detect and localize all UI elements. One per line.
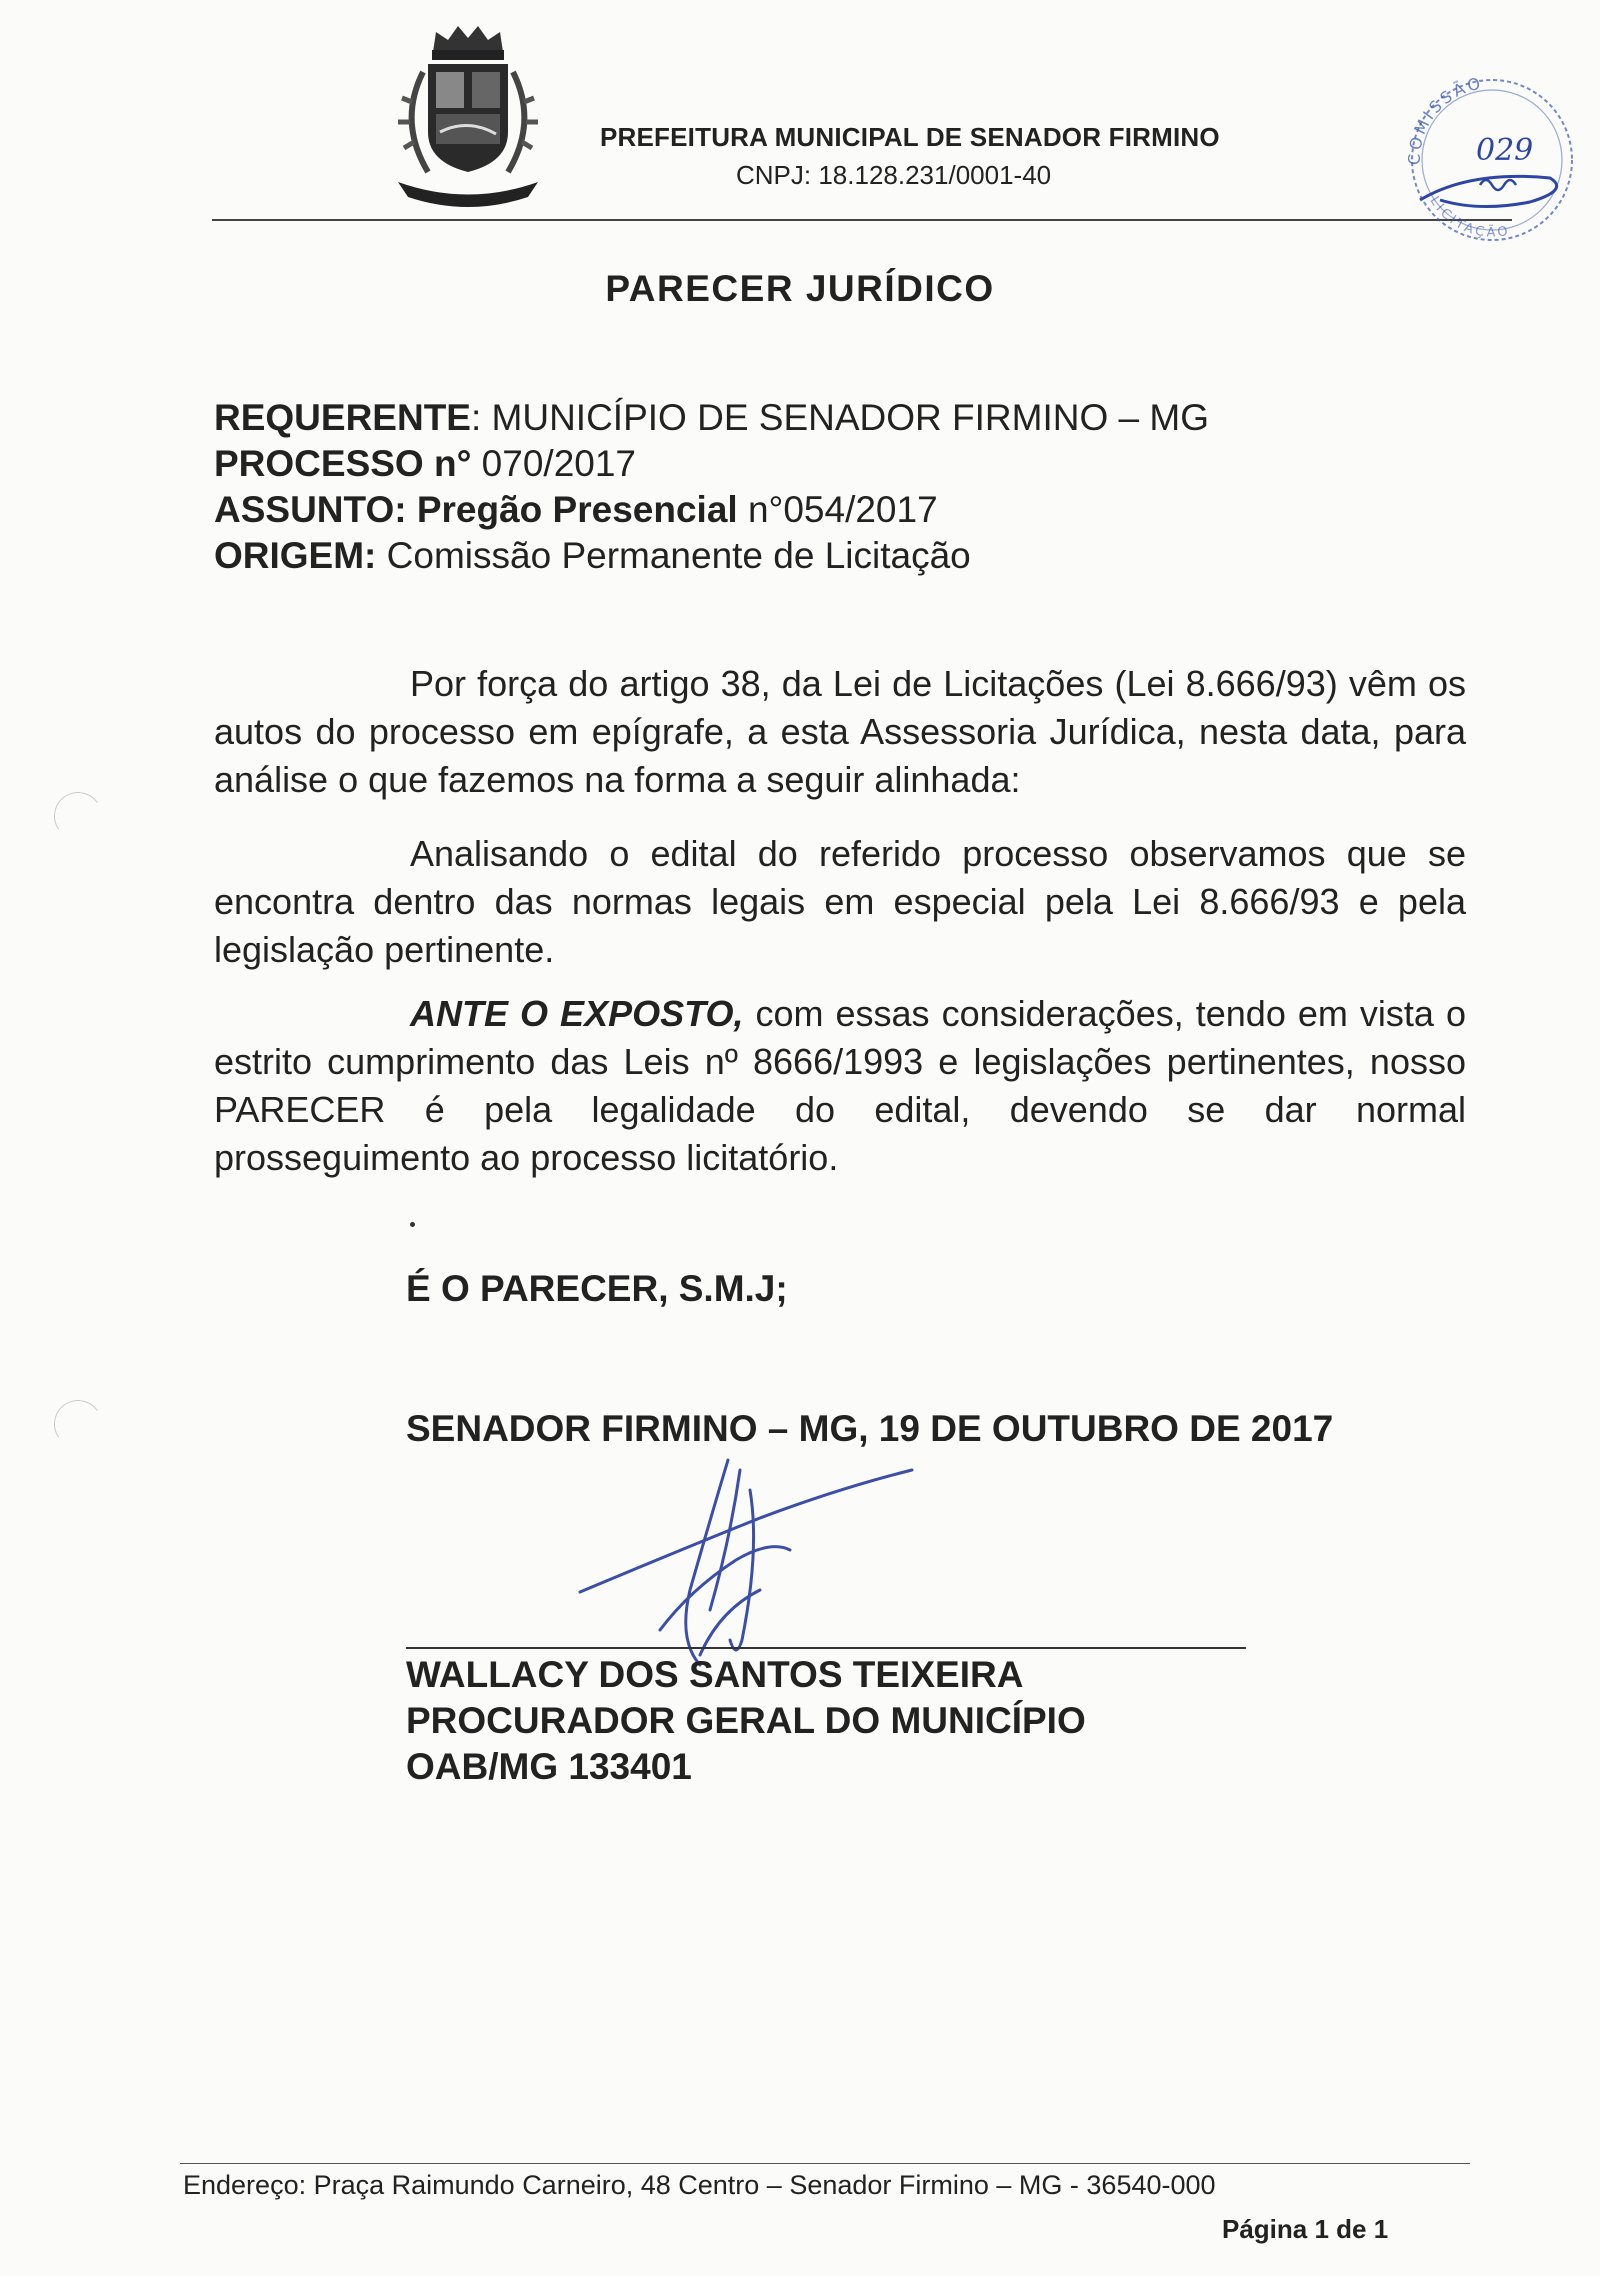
footer-address: Endereço: Praça Raimundo Carneiro, 48 Centro – Senador Firmino – MG - 36540-000 (183, 2170, 1216, 2200)
handwritten-signature (560, 1440, 940, 1680)
assunto-bold: Pregão Presencial (406, 489, 738, 530)
processo-value: 070/2017 (471, 443, 637, 484)
signer-name: WALLACY DOS SANTOS TEIXEIRA (406, 1654, 1024, 1695)
punch-hole-mark (50, 1396, 106, 1452)
header-divider (212, 219, 1512, 221)
paragraph-3-text: com essas considerações, tendo em vista o estrito cumprimento das Leis nº 8666/1993 e legislações pertinentes, nosso PARECER é pela legalidade do edital, devendo se dar normal prosseguimento ao processo licitatório. (214, 993, 1466, 1178)
signer-block (406, 1652, 1086, 1790)
process-metadata (214, 395, 1209, 579)
requerente-value: : MUNICÍPIO DE SENADOR FIRMINO – MG (470, 397, 1209, 438)
stamp-number: 029 (1476, 133, 1534, 168)
signer-role: PROCURADOR GERAL DO MUNICÍPIO (406, 1700, 1086, 1741)
header-cnpj: CNPJ: 18.128.231/0001-40 (736, 160, 1052, 190)
page-number: Página 1 de 1 (1222, 2214, 1389, 2244)
body-paragraph-2 (214, 830, 1466, 974)
requerente-label: REQUERENTE (214, 397, 471, 438)
stamp-top-text: COMISSÃO (1404, 73, 1485, 166)
svg-text:LICITAÇÃO (1426, 194, 1511, 241)
body-paragraph-1 (214, 660, 1466, 804)
stray-dot (410, 1222, 415, 1227)
body-paragraph-3 (214, 990, 1466, 1182)
footer-divider (180, 2163, 1470, 2164)
paragraph-2-text: Analisando o edital do referido processo observamos que se encontra dentro das normas legais em especial pela Lei 8.666/93 e pela legislação pertinente. (214, 833, 1466, 970)
meta-requerente (214, 395, 1209, 441)
meta-origem (214, 533, 1209, 579)
signer-oab: OAB/MG 133401 (406, 1746, 692, 1787)
processo-label: PROCESSO n° (214, 443, 472, 484)
svg-text:COMISSÃO (1405, 73, 1485, 165)
header-title: PREFEITURA MUNICIPAL DE SENADOR FIRMINO (600, 122, 1220, 152)
meta-assunto (214, 487, 1209, 533)
punch-hole-mark (50, 788, 106, 844)
commission-stamp (1380, 60, 1600, 250)
stamp-bottom-text: LICITAÇÃO (1426, 193, 1512, 241)
paragraph-3-lead: ANTE O EXPOSTO, (410, 993, 744, 1034)
municipal-coat-of-arms-icon (388, 22, 548, 212)
place-and-date: SENADOR FIRMINO – MG, 19 DE OUTUBRO DE 2017 (406, 1408, 1334, 1449)
assunto-label: ASSUNTO: (214, 489, 407, 530)
closing-statement: É O PARECER, S.M.J; (406, 1268, 788, 1309)
origem-value: Comissão Permanente de Licitação (376, 535, 971, 576)
meta-processo (214, 441, 1209, 487)
assunto-value: n°054/2017 (737, 489, 938, 530)
signature-line (406, 1647, 1246, 1649)
page-title: PARECER JURÍDICO (605, 268, 995, 309)
paragraph-1-text: Por força do artigo 38, da Lei de Licitações (Lei 8.666/93) vêm os autos do processo em epígrafe, a esta Assessoria Jurídica, nesta data, para análise o que fazemos na forma a seguir alinhada: (214, 663, 1466, 800)
origem-label: ORIGEM: (214, 535, 377, 576)
